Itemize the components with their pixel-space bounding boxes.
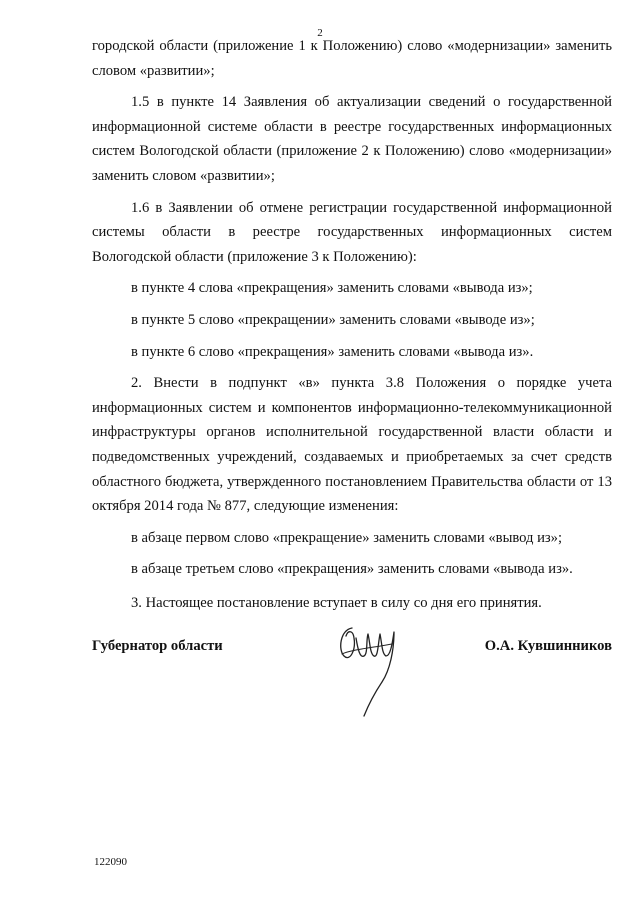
document-body xyxy=(92,34,612,615)
paragraph-2: 2. Внести в подпункт «в» пункта 3.8 Положения о порядке учета информационных систем и компонентов информационно-телекоммуникационной инфраструктуры органов исполнительной государственной власти области и подведомственных учреждений, создаваемых и приобретаемых за счет средств областного бюджета, утвержденного постановлением Правительства области от 13 октября 2014 года № 877, следующие изменения: xyxy=(92,375,612,515)
paragraph-abzac-3: в абзаце третьем слово «прекращения» заменить словами «вывода из». xyxy=(131,561,573,578)
signatory-title: Губернатор области xyxy=(92,638,223,654)
handwritten-signature-icon xyxy=(330,620,410,720)
document-code: 122090 xyxy=(94,856,127,868)
paragraph-continuation: городской области (приложение 1 к Положению) слово «модернизации» заменить словом «развитии»; xyxy=(92,38,612,79)
paragraph-abzac-1: в абзаце первом слово «прекращение» заменить словами «вывод из»; xyxy=(131,529,563,546)
paragraph-3: 3. Настоящее постановление вступает в силу со дня его принятия. xyxy=(131,594,542,611)
paragraph-item-5: в пункте 5 слово «прекращении» заменить словами «выводе из»; xyxy=(131,311,535,328)
signatory-name: О.А. Кувшинников xyxy=(484,638,612,654)
paragraph-item-6: в пункте 6 слово «прекращения» заменить словами «вывода из». xyxy=(131,343,534,360)
paragraph-1-6: 1.6 в Заявлении об отмене регистрации государственной информационной системы области в реестре государственных информационных систем Вологодской области (приложение 3 к Положению): xyxy=(92,199,612,265)
paragraph-item-4: в пункте 4 слова «прекращения» заменить словами «вывода из»; xyxy=(131,280,533,297)
paragraph-1-5: 1.5 в пункте 14 Заявления об актуализации сведений о государственной информационной системе области в реестре государственных информационных систем Вологодской области (приложение 2 к Положению) слово «модернизации» заменить словом «развитии»; xyxy=(92,94,612,184)
page-number: 2 xyxy=(317,27,323,39)
